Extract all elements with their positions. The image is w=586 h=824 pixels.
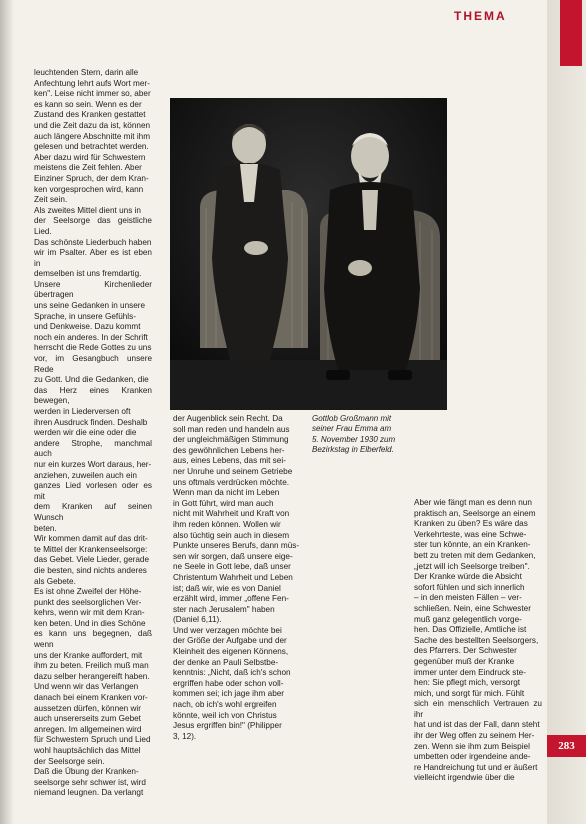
couple-portrait-image bbox=[170, 98, 447, 410]
article-column-1: leuchtenden Stern, darin alle Anfechtung lehrt aufs Wort mer- ken". Leise nicht immer so, aber es kann so sein. Wenn es der Zustand des Kranken gestattet und die Zeit dazu da ist, können auch längere Abschnitte mit ihm gelesen und betrachtet werden. Aber dazu wird für Schwestern meistens die Zeit fehlen. Aber Einziner Spruch, der dem Kran- ken vorgesprochen wird, kann Zeit sein. Als zweites Mittel dient uns in der Seelsorge das geistliche Lied. Das schönste Liederbuch haben wir im Psalter. Aber es ist eben in demselben ist uns fremdartig. Unsere Kirchenlieder übertragen uns seine Gedanken in unsere Sprache, in unsere Gefühls- und Denkweise. Dazu kommt noch ein anderes. In der Schrift herrscht die Rede Gottes zu uns vor, im Gesangbuch unsere Rede zu Gott. Und die Gedanken, die das Herz eines Kranken bewegen, werden in Liederversen oft ihren Ausdruck finden. Deshalb werden wir die eine oder die andere Strophe, manchmal auch nur ein kurzes Wort daraus, her- anziehen, zuweilen auch ein ganzes Lied vorlesen oder es mit dem Kranken auf seinen Wunsch beten. Wir kommen damit auf das drit- te Mittel der Krankenseelsorge: das Gebet. Viele Lieder, gerade die besten, sind nichts anderes als Gebete. Es ist ohne Zweifel der Höhe- punkt des seelsorglichen Ver- kehrs, wenn wir mit dem Kran- ken beten. Und in dies Schöne es kann uns begegnen, daß wenn uns der Kranke auffordert, mit ihm zu beten. Freilich muß man dazu selber herangereift haben. Und wenn wir das Verlangen danach bei einem Kranken vor- aussetzen dürfen, können wir auch unsererseits zum Gebet anregen. Im allgemeinen wird für Schwestern Spruch und Lied wohl hauptsächlich das Mittel der Seelsorge sein. Daß die Übung der Kranken- seelsorge sehr schwer ist, wird niemand leugnen. Da verlangt bbox=[34, 68, 152, 798]
page-number: 283 bbox=[547, 735, 586, 757]
article-column-2: der Augenblick sein Recht. Da soll man reden und handeln aus der ungleichmäßigen Stimmung des gewöhnlichen Lebens her- aus, eines Lebens, das mit sei- ner Unruhe und seinem Getriebe uns oftmals verdrücken möchte. Wenn man da nicht im Leben in Gott führt, wird man auch nicht mit Wahrheit und Kraft von ihm reden können. Wollen wir also tüchtig sein auch in diesem Punkte unseres Berufs, dann müs- sen wir sorgen, daß unsere eige- ne Seele in Gott lebe, daß unser Christentum Wahrheit und Leben ist; daß wir, wie es von Daniel erzählt wird, immer „offene Fen- ster nach Jerusalem" haben (Daniel 6,11). Und wer verzagen möchte bei der Größe der Aufgabe und der Kleinheit des eigenen Könnens, der denke an Pauli Selbstbe- kenntnis: „Nicht, daß ich's schon ergriffen habe oder schon voll- kommen sei; ich jage ihm aber nach, ob ich's wohl ergreifen könnte, weil ich von Christus Jesus ergriffen bin!" (Philipper 3, 12). bbox=[173, 414, 300, 741]
page-edge-strip bbox=[547, 0, 586, 824]
section-label: THEMA bbox=[454, 9, 507, 23]
article-column-3: Aber wie fängt man es denn nun praktisch an, Seelsorge an einem Kranken zu üben? Es wäre das Verkehrteste, was eine Schwe- ster tun könnte, an ein Kranken- bett zu treten mit dem Gedanken, „jetzt will ich Seelsorge treiben". Der Kranke würde die Absicht sofort fühlen und sich innerlich – in den meisten Fällen – ver- schließen. Nein, eine Schwester muß ganz gelegentlich vorge- hen. Das Offizielle, Amtliche ist Sache des bestellten Seelsorgers, des Pfarrers. Der Schwester gegenüber muß der Kranke immer unter dem Eindruck ste- hen: Sie pflegt mich, versorgt mich, und sorgt für mich. Fühlt sich ein menschlich Vertrauen zu ihr hat und ist das der Fall, dann steht ihr der Weg offen zu seinem Her- zen. Wenn sie ihm zum Beispiel umbetten oder irgendeine ande- re Handreichung tut und er äußert vielleicht irgendwie über die bbox=[414, 498, 542, 783]
page-binding-shadow bbox=[0, 0, 14, 824]
section-color-tab bbox=[560, 0, 582, 66]
photo-caption: Gottlob Großmann mit seiner Frau Emma am 5. November 1930 zum Bezirkstag in Elberfeld. bbox=[312, 414, 396, 455]
historical-photo bbox=[170, 98, 447, 410]
